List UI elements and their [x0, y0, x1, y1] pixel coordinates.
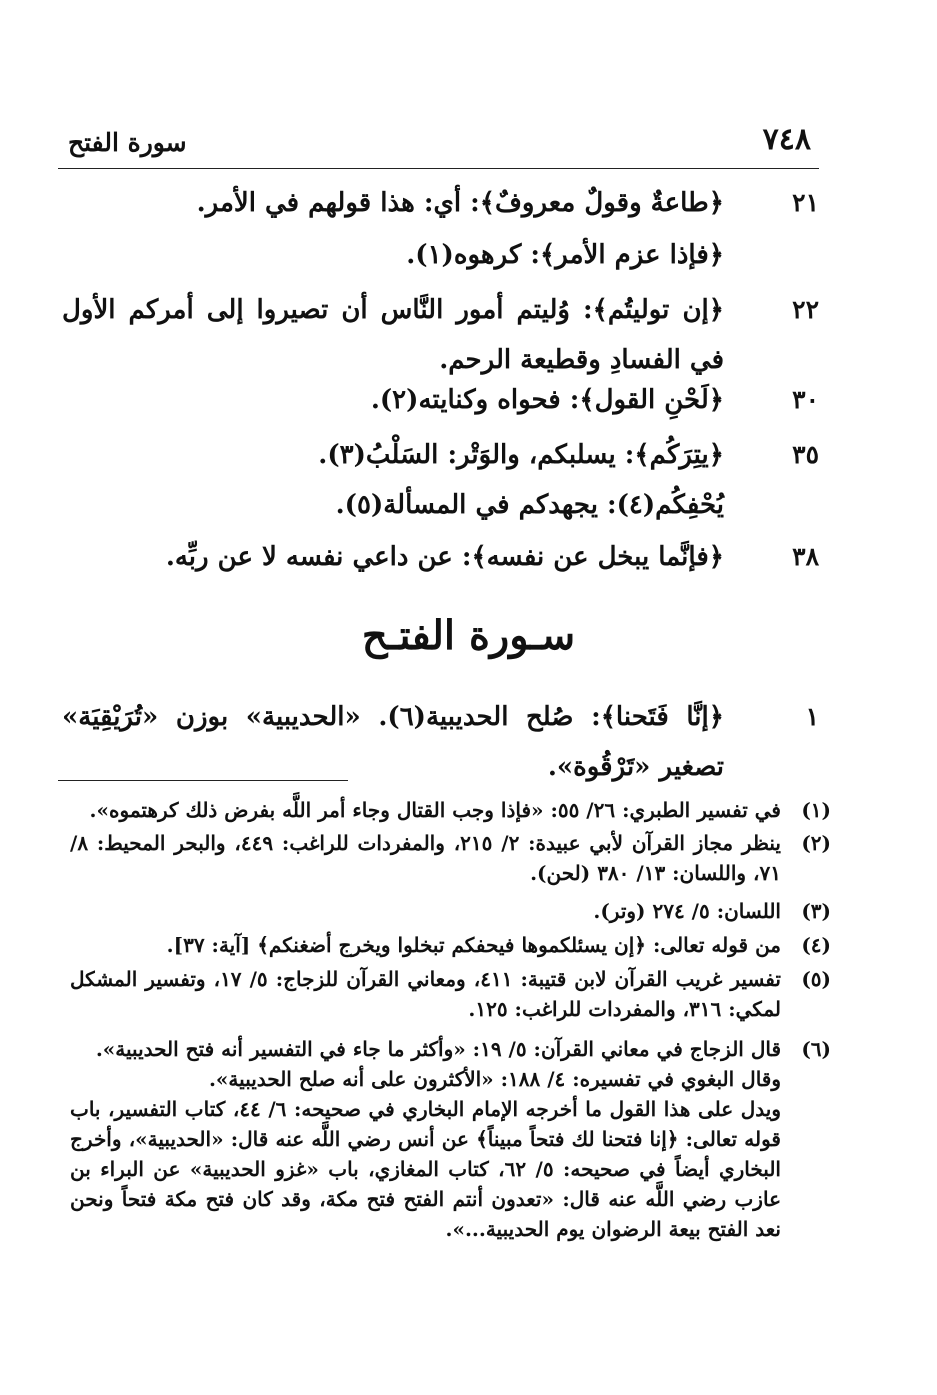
footnote-marker: (٦) [801, 1037, 831, 1061]
verse-number: ٢١ [792, 188, 819, 217]
footnote-text: قال الزجاج في معاني القرآن: ٥/ ١٩: «وأكثر ما جاء في التفسير أنه فتح الحديبية». [95, 1037, 781, 1061]
gloss-entry [62, 480, 819, 530]
gloss-entry [62, 532, 819, 582]
page-number: ٧٤٨ [762, 122, 811, 157]
page-header [58, 118, 819, 169]
footnote-marker: (٣) [801, 899, 831, 923]
gloss-text: ﴿فإنَّما يبخل عن نفسه﴾: عن داعي نفسه لا عن ربِّه. [165, 542, 724, 572]
footnote-marker: (٢) [801, 831, 831, 855]
running-title: سورة الفتح [68, 128, 187, 157]
verse-number: ٣٥ [792, 440, 819, 469]
footnote [70, 1034, 831, 1244]
footnote-text: وقال البغوي في تفسيره: ٤/ ١٨٨: «الأكثرون على أنه صلح الحديبية». [208, 1067, 781, 1091]
footnote-separator [58, 780, 348, 781]
footnote-text: في تفسير الطبري: ٢٦/ ٥٥: «فإذا وجب القتال وجاء أمر اللَّه بفرض ذلك كرهتموه». [89, 798, 781, 822]
gloss-text: ﴿لَحْنِ القول﴾: فحواه وكنايته(٢). [370, 385, 724, 415]
gloss-text: ﴿إن توليتُم﴾: وُليتم أمور النَّاس أن تصيروا إلى أمركم الأول في الفسادِ وقطيعة الرحم. [62, 295, 724, 375]
footnote-text: من قوله تعالى: ﴿إن يسئلكموها فيحفكم تبخلوا ويخرج أضغنكم﴾ [آية: ٣٧]. [166, 933, 781, 957]
gloss-entry [62, 230, 819, 280]
gloss-entry [62, 178, 819, 228]
gloss-text: يُحْفِكُم(٤): يجهدكم في المسألة(٥). [335, 490, 724, 520]
verse-number: ٣٠ [792, 385, 819, 414]
footnote-marker: (٤) [801, 933, 831, 957]
gloss-text: ﴿إنَّا فَتَحنا﴾: صُلح الحديبية(٦). «الحديبية» بوزن «تُرَيْقِيَة» تصغير «تَرْقُوة». [62, 702, 724, 782]
gloss-text: ﴿يتِرَكُم﴾: يسلبكم، والوَتْر: السَلْبُ(٣). [318, 440, 724, 470]
gloss-text: ﴿فإذا عزم الأمر﴾: كرهوه(١). [406, 240, 724, 270]
footnote-text: تفسير غريب القرآن لابن قتيبة: ٤١١، ومعاني القرآن للزجاج: ٥/ ١٧، وتفسير المشكل لمكي: ٣١٦، والمفردات للراغب: ١٢٥. [70, 967, 781, 1021]
gloss-entry [62, 375, 819, 425]
gloss-text: ﴿طاعةٌ وقولٌ معروفٌ﴾: أي: هذا قولهم في الأمر. [196, 188, 724, 218]
footnote-text: ويدل على هذا القول ما أخرجه الإمام البخاري في صحيحه: ٦/ ٤٤، كتاب التفسير، باب قوله تعالى: ﴿إنا فتحنا لك فتحاً مبيناً﴾ عن أنس رضي اللَّه عنه قال: «الحديبية»، وأخرج البخاري أيضاً في صحيحه: ٥/ ٦٢، كتاب المغازي، باب «غزو الحديبية» عن البراء بن عازب رضي اللَّه عنه قال: «تعدون أنتم الفتح فتح مكة، وقد كان فتح مكة فتحاً ونحن نعد الفتح بيعة الرضوان يوم الحديبية...». [70, 1097, 781, 1241]
footnote [70, 828, 831, 888]
footnote-text: اللسان: ٥/ ٢٧٤ (وتر). [593, 899, 781, 923]
gloss-entry [62, 692, 819, 792]
verse-number: ٢٢ [792, 295, 819, 324]
gloss-entry [62, 285, 819, 385]
gloss-entry [62, 430, 819, 480]
footnote [70, 896, 831, 926]
footnote-marker: (٥) [801, 967, 831, 991]
footnote [70, 930, 831, 960]
verse-number: ٣٨ [792, 542, 819, 571]
footnote-marker: (١) [801, 798, 831, 822]
verse-number: ١ [805, 702, 819, 731]
footnote-text: ينظر مجاز القرآن لأبي عبيدة: ٢/ ٢١٥، والمفردات للراغب: ٤٤٩، والبحر المحيط: ٨/ ٧١، واللسان: ١٣/ ٣٨٠ (لحن). [70, 831, 781, 885]
footnote [70, 964, 831, 1024]
surah-heading: سـورة الفتـح [361, 612, 576, 659]
footnote [70, 795, 831, 825]
